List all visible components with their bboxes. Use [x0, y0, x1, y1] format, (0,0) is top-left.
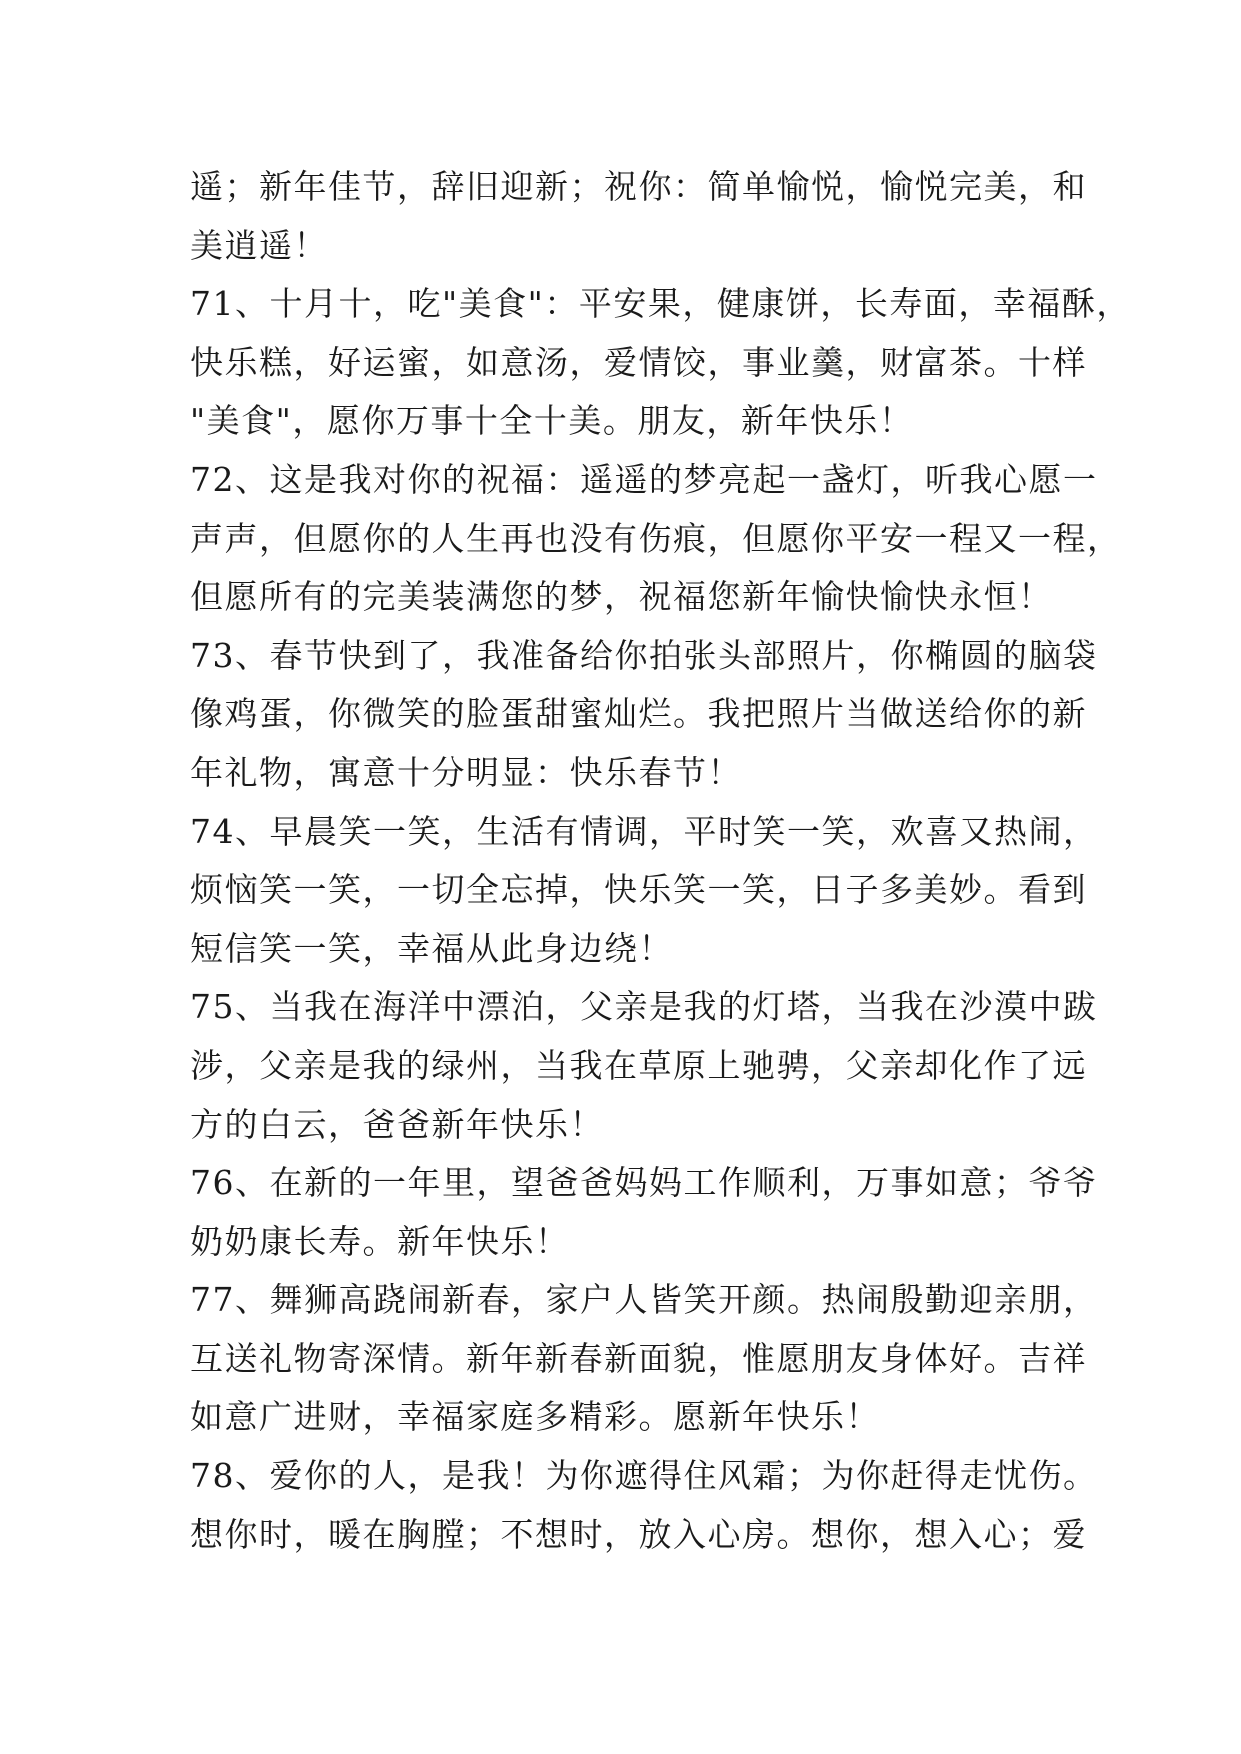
text-line: 但愿所有的完美装满您的梦，祝福您新年愉快愉快永恒！: [190, 577, 1053, 617]
text-line: 71、十月十，吃"美食"：平安果，健康饼，长寿面，幸福酥，: [190, 284, 1131, 324]
text-line: 77、舞狮高跷闹新春，家户人皆笑开颜。热闹殷勤迎亲朋，: [190, 1280, 1098, 1320]
text-line: 像鸡蛋，你微笑的脸蛋甜蜜灿烂。我把照片当做送给你的新: [190, 694, 1087, 734]
text-line: 快乐糕，好运蜜，如意汤，爱情饺，事业羹，财富茶。十样: [190, 342, 1087, 382]
body-text: [190, 158, 1131, 1564]
text-line: 76、在新的一年里，望爸爸妈妈工作顺利，万事如意；爷爷: [190, 1163, 1098, 1203]
text-line: 方的白云，爸爸新年快乐！: [190, 1104, 604, 1144]
text-line: 如意广进财，幸福家庭多精彩。愿新年快乐！: [190, 1397, 880, 1437]
text-line: 奶奶康长寿。新年快乐！: [190, 1221, 570, 1261]
text-line: 75、当我在海洋中漂泊，父亲是我的灯塔，当我在沙漠中跋: [190, 987, 1098, 1027]
text-line: 想你时，暖在胸膛；不想时，放入心房。想你，想入心；爱: [190, 1514, 1087, 1554]
text-line: 74、早晨笑一笑，生活有情调，平时笑一笑，欢喜又热闹，: [190, 811, 1098, 851]
text-line: 烦恼笑一笑，一切全忘掉，快乐笑一笑，日子多美妙。看到: [190, 870, 1087, 910]
text-line: 78、爱你的人，是我！为你遮得住风霜；为你赶得走忧伤。: [190, 1456, 1098, 1496]
text-line: 美逍遥！: [190, 225, 328, 265]
text-line: 72、这是我对你的祝福：遥遥的梦亮起一盏灯，听我心愿一: [190, 459, 1098, 499]
text-line: 73、春节快到了，我准备给你拍张头部照片，你椭圆的脑袋: [190, 635, 1098, 675]
text-line: 互送礼物寄深情。新年新春新面貌，惟愿朋友身体好。吉祥: [190, 1338, 1087, 1378]
text-line: 遥；新年佳节，辞旧迎新；祝你：简单愉悦，愉悦完美，和: [190, 167, 1087, 206]
text-line: 声声，但愿你的人生再也没有伤痕，但愿你平安一程又一程，: [190, 518, 1122, 558]
text-line: "美食"，愿你万事十全十美。朋友，新年快乐！: [190, 401, 914, 441]
text-line: 短信笑一笑，幸福从此身边绕！: [190, 928, 673, 968]
text-line: 涉，父亲是我的绿州，当我在草原上驰骋，父亲却化作了远: [190, 1045, 1087, 1085]
text-line: 年礼物，寓意十分明显：快乐春节！: [190, 752, 742, 792]
